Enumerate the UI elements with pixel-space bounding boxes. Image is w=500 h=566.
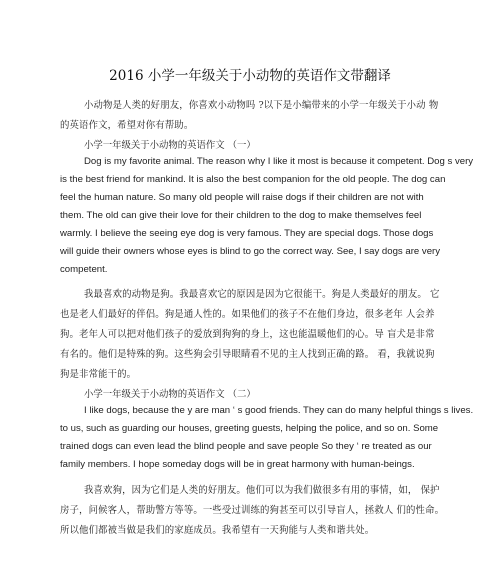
essay1-chinese-line: 也是老人们最好的伴侣。狗是通人性的。如果他们的孩子不在他们身边，很多老年 人会养 bbox=[60, 309, 435, 320]
essay1-english-line: Dog is my favorite animal. The reason why I like it most is because it competent. Dog s very bbox=[84, 156, 474, 167]
essay2-chinese-line: 所以他们都被当做是我们的家庭成员。我希望有一天狗能与人类和谐共处。 bbox=[60, 525, 375, 536]
essay1-english-line: is the best friend for mankind. It is also the best companion for the old people. The dog can bbox=[60, 174, 446, 185]
essay1-chinese-line: 我最喜欢的动物是狗。我最喜欢它的原因是因为它很能干。狗是人类最好的朋友。 它 bbox=[84, 289, 440, 300]
essay1-english-line: them. The old can give their love for their children to the dog to make themselves feel bbox=[60, 210, 422, 221]
document-title: 2016 小学一年级关于小动物的英语作文带翻译 bbox=[109, 68, 391, 84]
essay1-english-line: warmly. I believe the seeing eye dog is very famous. They are special dogs. Those dogs bbox=[60, 228, 434, 239]
essay2-chinese-line: 房子，问候客人，帮助警方等等。一些受过训练的狗甚至可以引导盲人，拯救人 们的性命。 bbox=[60, 505, 445, 516]
intro-line: 的英语作文，希望对你有帮助。 bbox=[60, 120, 194, 131]
essay2-english-line: I like dogs, because the y are man ‘ s good friends. They can do many helpful things s lives. bbox=[84, 405, 474, 416]
essay2-english-line: family members. I hope someday dogs will be in great harmony with human-beings. bbox=[60, 459, 415, 470]
essay2-chinese-line: 我喜欢狗，因为它们是人类的好朋友。他们可以为我们做很多有用的事情，如， 保护 bbox=[84, 485, 440, 496]
essay1-chinese-line: 有名的。他们是特殊的狗。这些狗会引导眼睛看不见的主人找到正确的路。 看，我就说狗 bbox=[60, 349, 435, 360]
essay1-english-line: feel the human nature. So many old people will raise dogs if their children are not with bbox=[60, 192, 424, 203]
essay1-heading: 小学一年级关于小动物的英语作文 （一） bbox=[84, 140, 256, 151]
essay1-chinese-line: 狗。老年人可以把对他们孩子的爱放到狗狗的身上，这也能温暖他们的心。导 盲犬是非常 bbox=[60, 329, 435, 340]
essay2-english-line: to us, such as guarding our houses, greeting guests, helping the police, and so on. Some bbox=[60, 423, 439, 434]
essay2-heading: 小学一年级关于小动物的英语作文 （二） bbox=[84, 389, 256, 400]
essay1-english-line: competent. bbox=[60, 264, 108, 275]
essay1-english-line: will guide their owners whose eyes is blind to go the correct way. See, I say dogs are very bbox=[60, 246, 441, 257]
essay1-chinese-line: 狗是非常能干的。 bbox=[60, 369, 137, 380]
essay2-english-line: trained dogs can even lead the blind people and save people So they ‘ re treated as our bbox=[60, 441, 432, 452]
intro-line: 小动物是人类的好朋友，你喜欢小动物吗 ?以下是小编带来的小学一年级关于小动 物 bbox=[84, 100, 439, 111]
